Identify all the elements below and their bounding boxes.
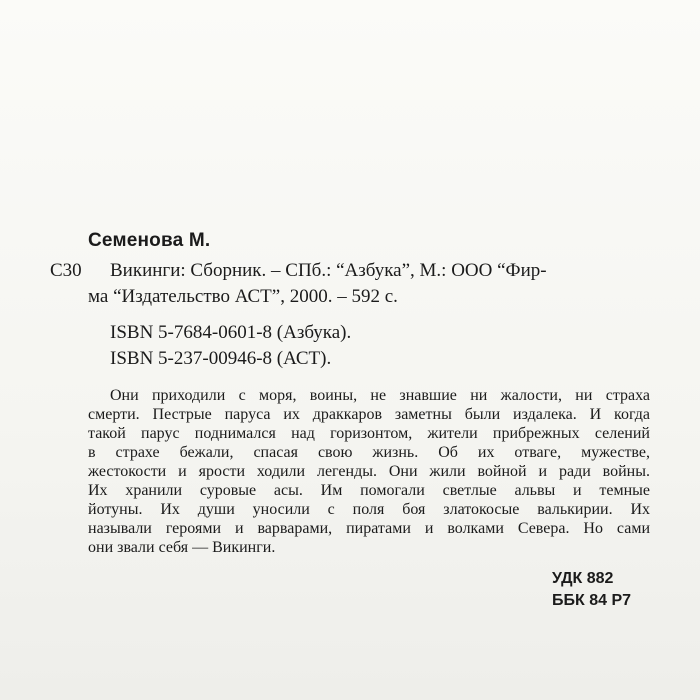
title-line-1: Викинги: Сборник. – СПб.: “Азбука”, М.: ООО “Фир-: [110, 260, 547, 281]
catalog-code: С30: [50, 260, 82, 281]
description-line: жестокости и ярости ходили легенды. Они жили войной и ради войны.: [88, 463, 650, 480]
description-line: в страхе бежали, спасая свою жизнь. Об их отваге, мужестве,: [88, 444, 650, 461]
description-line: они звали себя — Викинги.: [88, 539, 276, 556]
isbn-line-1: ISBN 5-7684-0601-8 (Азбука).: [110, 322, 352, 343]
description-line: такой парус поднимался над горизонтом, жители прибрежных селений: [88, 425, 650, 442]
title-line-2: ма “Издательство АСТ”, 2000. – 592 с.: [88, 286, 398, 307]
description-line: Они приходили с моря, воины, не знавшие ни жалости, ни страха: [110, 387, 650, 404]
isbn-line-2: ISBN 5-237-00946-8 (АСТ).: [110, 348, 332, 369]
description-line: йотуны. Их души уносили с поля боя златокосые валькирии. Их: [88, 501, 650, 518]
bbk-code: ББК 84 Р7: [552, 592, 632, 609]
description-line: смерти. Пестрые паруса их драккаров заметны были издалека. И когда: [88, 406, 650, 423]
udk-code: УДК 882: [552, 570, 614, 587]
author-name: Семенова М.: [88, 230, 211, 251]
description-line: Их хранили суровые асы. Им помогали светлые альвы и темные: [88, 482, 650, 499]
description-line: называли героями и варварами, пиратами и волками Севера. Но сами: [88, 520, 650, 537]
